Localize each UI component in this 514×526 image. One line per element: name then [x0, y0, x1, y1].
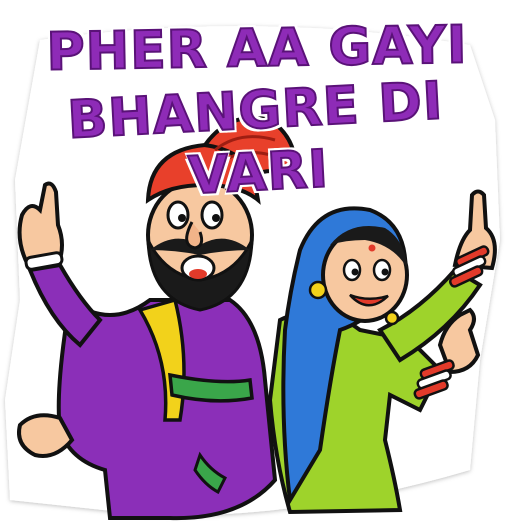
- man-pupil-right: [212, 214, 220, 222]
- man-tongue: [189, 269, 207, 279]
- man-eye-left: [168, 202, 188, 228]
- man-lower-hand: [19, 415, 72, 456]
- man-pupil-left: [178, 214, 186, 222]
- headline-line-1: PHER AA GAYI: [46, 15, 468, 83]
- woman-pupil-left: [352, 269, 359, 276]
- headline-line-2: BHANGRE DI VARI: [66, 71, 445, 207]
- woman-pupil-right: [382, 269, 389, 276]
- man-eye-right: [202, 202, 222, 228]
- woman-bindi: [369, 245, 376, 252]
- woman-earring-right: [386, 312, 398, 324]
- woman-earring-left: [310, 282, 326, 298]
